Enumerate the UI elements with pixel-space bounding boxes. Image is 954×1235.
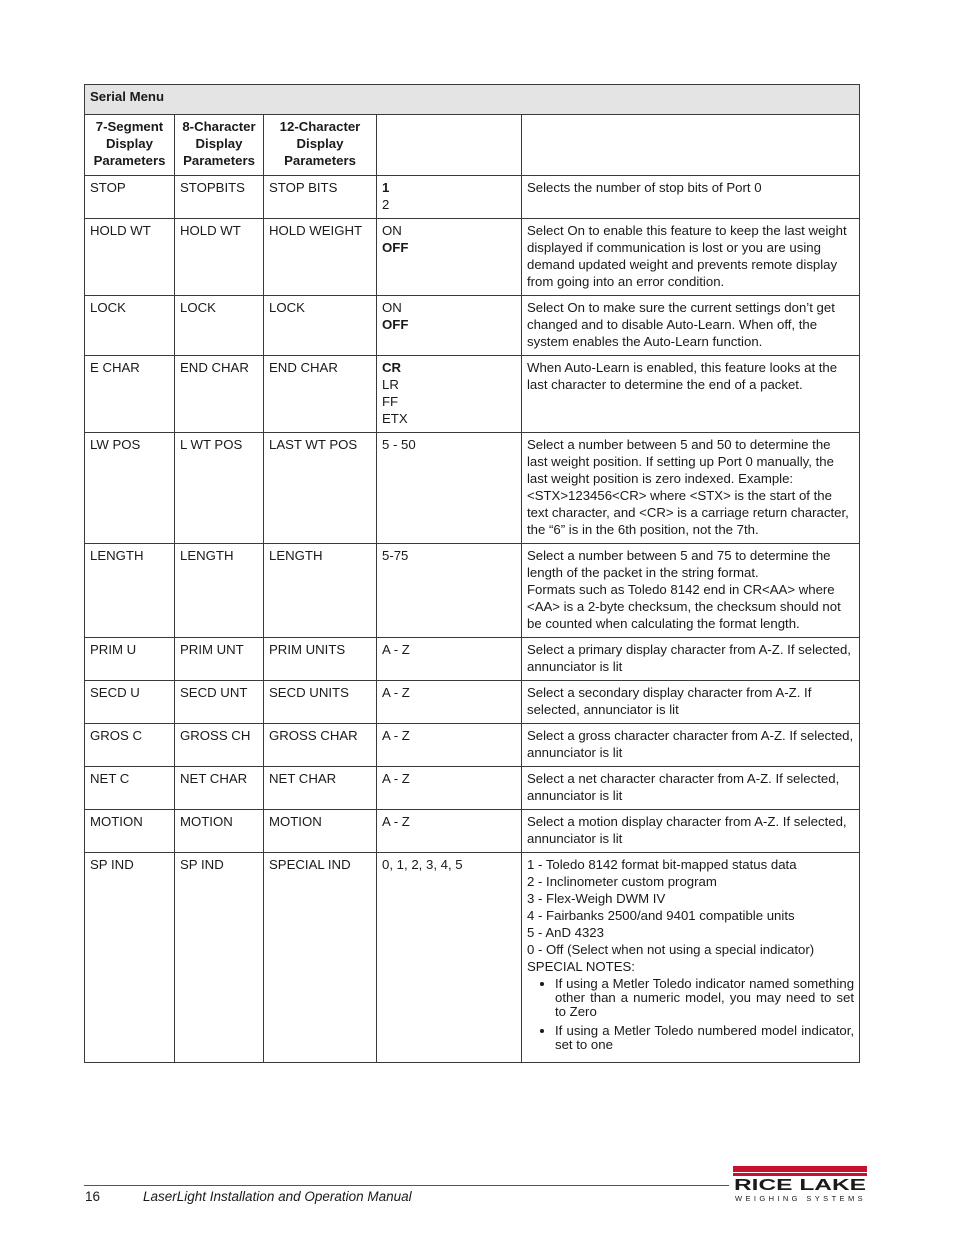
header-description <box>522 115 860 176</box>
table-row <box>85 176 860 219</box>
rice-lake-logo-icon <box>731 1166 869 1204</box>
logo-bar-2 <box>733 1173 867 1176</box>
header-7-segment: 7-Segment Display Parameters <box>85 115 175 176</box>
cell-12-character: PRIM UNITS <box>264 638 377 681</box>
option-value: ON <box>382 223 402 238</box>
page-number: 16 <box>85 1189 101 1204</box>
special-note-item: • If using a Metler Toledo numbered model indicator, set to one <box>555 1024 854 1052</box>
cell-12-character: SECD UNITS <box>264 681 377 724</box>
table-row <box>85 724 860 767</box>
description-line: Select a number between 5 and 50 to determine the last weight position. If setting up Port 0 manually, the last weight position is zero indexed. Example: <STX>123456<CR> where <STX> is the start of the text character, and <CR> is a carriage return character, the “6” is in the 6th position, not the 7th. <box>527 437 849 537</box>
cell-12-character: LENGTH <box>264 544 377 638</box>
cell-options <box>377 296 522 356</box>
option-value: ETX <box>382 411 408 426</box>
cell-8-character: L WT POS <box>175 433 264 544</box>
option-value: 2 <box>382 197 390 212</box>
description-line: 5 - AnD 4323 <box>527 925 604 940</box>
table-row <box>85 544 860 638</box>
cell-7-segment: NET C <box>85 767 175 810</box>
description-line: 4 - Fairbanks 2500/and 9401 compatible units <box>527 908 795 923</box>
logo-brand-text: RICE LAKE <box>734 1177 867 1194</box>
cell-8-character: LENGTH <box>175 544 264 638</box>
special-note-item: • If using a Metler Toledo indicator named something other than a numeric model, you may need to set to Zero <box>555 977 854 1019</box>
cell-options <box>377 638 522 681</box>
cell-options <box>377 681 522 724</box>
cell-8-character: LOCK <box>175 296 264 356</box>
option-value: A - Z <box>382 728 410 743</box>
cell-7-segment: MOTION <box>85 810 175 853</box>
cell-options <box>377 219 522 296</box>
description-line: Formats such as Toledo 8142 end in CR<AA> where <AA> is a 2-byte checksum, the checksum should not be counted when calculating the format length. <box>527 582 841 631</box>
description-line: Select a number between 5 and 75 to determine the length of the packet in the string format. <box>527 548 831 580</box>
option-default: OFF <box>382 317 409 332</box>
cell-7-segment: STOP <box>85 176 175 219</box>
cell-description <box>522 296 860 356</box>
option-default: CR <box>382 360 402 375</box>
cell-7-segment: SECD U <box>85 681 175 724</box>
cell-7-segment: LENGTH <box>85 544 175 638</box>
description-line: SPECIAL NOTES: <box>527 959 635 974</box>
table-body <box>85 176 860 1063</box>
cell-12-character: GROSS CHAR <box>264 724 377 767</box>
table-row <box>85 296 860 356</box>
description-line: Select On to enable this feature to keep the last weight displayed if communication is lost or you are using demand updated weight and prevents remote display from going into an error condition. <box>527 223 847 289</box>
cell-12-character: STOP BITS <box>264 176 377 219</box>
description-line: Select a gross character character from A-Z. If selected, annunciator is lit <box>527 728 854 760</box>
cell-description <box>522 810 860 853</box>
header-options <box>377 115 522 176</box>
option-value: A - Z <box>382 771 410 786</box>
cell-12-character: SPECIAL IND <box>264 853 377 1063</box>
cell-12-character: NET CHAR <box>264 767 377 810</box>
cell-description <box>522 219 860 296</box>
cell-description <box>522 681 860 724</box>
description-line: 2 - Inclinometer custom program <box>527 874 717 889</box>
footer-rule <box>84 1185 729 1186</box>
cell-7-segment: LOCK <box>85 296 175 356</box>
table-row <box>85 638 860 681</box>
option-value: A - Z <box>382 642 410 657</box>
cell-description <box>522 767 860 810</box>
cell-12-character: LOCK <box>264 296 377 356</box>
cell-options <box>377 176 522 219</box>
cell-7-segment: LW POS <box>85 433 175 544</box>
option-value: A - Z <box>382 685 410 700</box>
description-line: Select a motion display character from A-Z. If selected, annunciator is lit <box>527 814 847 846</box>
table-title: Serial Menu <box>85 85 860 115</box>
manual-title: LaserLight Installation and Operation Manual <box>143 1189 412 1204</box>
header-12-character: 12-Character Display Parameters <box>264 115 377 176</box>
description-line: Select On to make sure the current settings don’t get changed and to disable Auto-Learn. When off, the system enables the Auto-Learn function. <box>527 300 835 349</box>
option-value: LR <box>382 377 399 392</box>
cell-options <box>377 433 522 544</box>
table-row <box>85 219 860 296</box>
cell-7-segment: E CHAR <box>85 356 175 433</box>
cell-description <box>522 433 860 544</box>
description-line: Select a secondary display character from A-Z. If selected, annunciator is lit <box>527 685 812 717</box>
serial-menu-table <box>84 84 860 1063</box>
cell-options <box>377 810 522 853</box>
description-line: Select a net character character from A-Z. If selected, annunciator is lit <box>527 771 840 803</box>
option-value: ON <box>382 300 402 315</box>
cell-options <box>377 544 522 638</box>
cell-12-character: HOLD WEIGHT <box>264 219 377 296</box>
cell-description <box>522 853 860 1063</box>
description-line: Selects the number of stop bits of Port 0 <box>527 180 762 195</box>
cell-options <box>377 724 522 767</box>
table-header-row <box>85 115 860 176</box>
cell-description <box>522 724 860 767</box>
option-default: 1 <box>382 180 390 195</box>
cell-8-character: SECD UNT <box>175 681 264 724</box>
table-title-row <box>85 85 860 115</box>
cell-options <box>377 853 522 1063</box>
table-row <box>85 356 860 433</box>
option-value: 5-75 <box>382 548 409 563</box>
cell-12-character: LAST WT POS <box>264 433 377 544</box>
cell-8-character: GROSS CH <box>175 724 264 767</box>
special-notes-list <box>527 977 854 1052</box>
cell-description <box>522 176 860 219</box>
option-value: A - Z <box>382 814 410 829</box>
cell-12-character: END CHAR <box>264 356 377 433</box>
description-line: 0 - Off (Select when not using a special indicator) <box>527 942 815 957</box>
table-row <box>85 767 860 810</box>
cell-8-character: HOLD WT <box>175 219 264 296</box>
logo-bar-1 <box>733 1166 867 1172</box>
cell-12-character: MOTION <box>264 810 377 853</box>
option-value: 0, 1, 2, 3, 4, 5 <box>382 857 463 872</box>
cell-description <box>522 638 860 681</box>
header-8-character: 8-Character Display Parameters <box>175 115 264 176</box>
cell-description <box>522 544 860 638</box>
cell-8-character: MOTION <box>175 810 264 853</box>
option-default: OFF <box>382 240 409 255</box>
cell-options <box>377 356 522 433</box>
cell-8-character: SP IND <box>175 853 264 1063</box>
cell-8-character: STOPBITS <box>175 176 264 219</box>
cell-7-segment: PRIM U <box>85 638 175 681</box>
description-line: When Auto-Learn is enabled, this feature looks at the last character to determine the end of a packet. <box>527 360 838 392</box>
cell-7-segment: HOLD WT <box>85 219 175 296</box>
table-row <box>85 853 860 1063</box>
logo-tagline-text: WEIGHING SYSTEMS <box>735 1194 865 1203</box>
description-line: 1 - Toledo 8142 format bit-mapped status data <box>527 857 797 872</box>
cell-8-character: END CHAR <box>175 356 264 433</box>
option-value: FF <box>382 394 399 409</box>
option-value: 5 - 50 <box>382 437 416 452</box>
table-row <box>85 810 860 853</box>
table-row <box>85 433 860 544</box>
cell-description <box>522 356 860 433</box>
cell-7-segment: GROS C <box>85 724 175 767</box>
cell-options <box>377 767 522 810</box>
table-row <box>85 681 860 724</box>
description-line: Select a primary display character from A-Z. If selected, annunciator is lit <box>527 642 851 674</box>
cell-7-segment: SP IND <box>85 853 175 1063</box>
description-line: 3 - Flex-Weigh DWM IV <box>527 891 666 906</box>
cell-8-character: PRIM UNT <box>175 638 264 681</box>
cell-8-character: NET CHAR <box>175 767 264 810</box>
